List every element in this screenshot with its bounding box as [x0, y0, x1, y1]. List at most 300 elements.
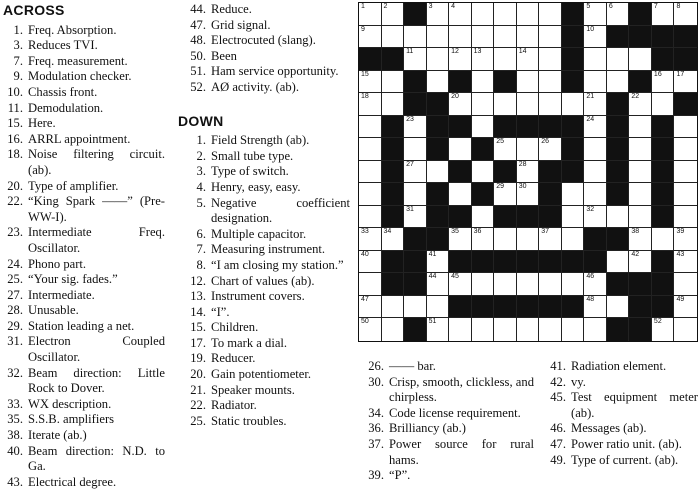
down-clue-list	[178, 133, 350, 429]
grid-square[interactable]	[539, 273, 562, 296]
grid-square[interactable]	[449, 93, 472, 116]
black-square	[449, 71, 472, 94]
grid-square[interactable]	[449, 228, 472, 251]
grid-square[interactable]	[382, 26, 405, 49]
grid-square[interactable]	[517, 3, 540, 26]
black-square	[562, 161, 585, 184]
black-square	[427, 93, 450, 116]
grid-square[interactable]	[629, 228, 652, 251]
black-square	[584, 251, 607, 274]
black-square	[652, 251, 675, 274]
grid-square[interactable]	[629, 206, 652, 229]
square-number: 42	[631, 250, 640, 258]
clue-text: —— bar.	[389, 359, 436, 373]
clue-number: 36.	[368, 421, 384, 436]
black-square	[382, 273, 405, 296]
clue-text: Radiator.	[211, 398, 257, 413]
grid-square[interactable]	[427, 251, 450, 274]
square-number: 25	[496, 138, 504, 146]
grid-square[interactable]	[607, 3, 630, 26]
grid-square[interactable]	[517, 228, 540, 251]
grid-square[interactable]	[494, 138, 517, 161]
square-number: 10	[586, 25, 595, 33]
clue-text: Power ratio unit. (ab).	[571, 436, 682, 451]
grid-square[interactable]	[652, 93, 675, 116]
grid-square[interactable]	[629, 138, 652, 161]
grid-square[interactable]	[404, 183, 427, 206]
grid-square[interactable]	[674, 3, 697, 26]
clue-item	[178, 80, 350, 96]
grid-square[interactable]	[449, 26, 472, 49]
grid-square[interactable]	[584, 206, 607, 229]
grid-square[interactable]	[539, 93, 562, 116]
clue-text: Demodulation.	[28, 100, 104, 115]
clue-number: 7.	[196, 242, 206, 257]
clue-number: 9.	[13, 69, 23, 84]
grid-square[interactable]	[427, 48, 450, 71]
black-square	[562, 26, 585, 49]
black-square	[517, 251, 540, 274]
clue-item	[3, 319, 165, 335]
grid-square[interactable]	[674, 296, 697, 319]
black-square	[607, 183, 630, 206]
clue-item	[178, 414, 350, 430]
clue-number: 25.	[190, 413, 206, 428]
grid-square[interactable]	[674, 318, 697, 341]
square-number: 20	[451, 93, 459, 101]
grid-square[interactable]	[359, 273, 382, 296]
clue-item	[3, 412, 165, 428]
grid-square[interactable]	[404, 26, 427, 49]
clue-text: Reduces TVI.	[28, 38, 98, 53]
grid-square[interactable]	[584, 138, 607, 161]
clue-text: Chart of values (ab).	[211, 273, 315, 288]
grid-square[interactable]	[472, 273, 495, 296]
clue-text: vy.	[571, 374, 586, 389]
grid-square[interactable]	[359, 71, 382, 94]
grid-square[interactable]	[562, 93, 585, 116]
black-square	[607, 116, 630, 139]
clue-item	[178, 164, 350, 180]
clue-number: 6.	[196, 226, 206, 241]
grid-square[interactable]	[584, 93, 607, 116]
grid-square[interactable]	[472, 48, 495, 71]
black-square	[607, 93, 630, 116]
grid-square[interactable]	[629, 116, 652, 139]
grid-square[interactable]	[359, 116, 382, 139]
clue-number: 38.	[7, 428, 23, 443]
grid-square[interactable]	[472, 318, 495, 341]
clue-number: 51.	[190, 64, 206, 79]
grid-square[interactable]	[404, 206, 427, 229]
clue-number: 20.	[190, 367, 206, 382]
clue-number: 42.	[550, 374, 566, 389]
clue-text: Speaker mounts.	[211, 382, 295, 397]
clue-text: Noise filtering circuit. (ab).	[28, 147, 165, 177]
clue-text: “I”.	[211, 304, 230, 319]
square-number: 35	[451, 228, 459, 236]
clue-item	[178, 2, 350, 18]
clue-number: 24.	[7, 256, 23, 271]
square-number: 21	[586, 93, 595, 101]
clue-number: 16.	[7, 131, 23, 146]
square-number: 8	[676, 3, 681, 10]
black-square	[382, 206, 405, 229]
grid-square[interactable]	[607, 48, 630, 71]
grid-square[interactable]	[674, 138, 697, 161]
clue-item	[178, 227, 350, 243]
square-number: 6	[608, 3, 613, 10]
clue-item	[178, 49, 350, 65]
grid-square[interactable]	[674, 273, 697, 296]
grid-square[interactable]	[674, 251, 697, 274]
clue-number: 50.	[190, 48, 206, 63]
square-number: 24	[586, 115, 595, 123]
clue-text: Type of current. (ab).	[571, 452, 679, 467]
grid-square[interactable]	[562, 318, 585, 341]
clue-number: 21.	[190, 382, 206, 397]
clue-number: 8.	[196, 257, 206, 272]
clue-number: 48.	[190, 33, 206, 48]
black-square	[427, 183, 450, 206]
grid-square[interactable]	[584, 71, 607, 94]
black-square	[652, 26, 675, 49]
grid-square[interactable]	[382, 3, 405, 26]
grid-square[interactable]	[404, 161, 427, 184]
grid-square[interactable]	[517, 318, 540, 341]
grid-square[interactable]	[562, 273, 585, 296]
grid-square[interactable]	[517, 26, 540, 49]
clue-item	[3, 147, 165, 178]
black-square	[629, 296, 652, 319]
black-square	[359, 48, 382, 71]
grid-square[interactable]	[584, 161, 607, 184]
black-square	[449, 116, 472, 139]
clue-item	[3, 288, 165, 304]
clue-text: Unusable.	[28, 303, 79, 318]
grid-square[interactable]	[629, 48, 652, 71]
grid-square[interactable]	[539, 318, 562, 341]
black-square	[472, 251, 495, 274]
square-number: 18	[361, 93, 369, 101]
black-square	[449, 296, 472, 319]
black-square	[562, 296, 585, 319]
clue-item	[540, 437, 698, 453]
clue-item	[3, 475, 165, 491]
grid-square[interactable]	[584, 318, 607, 341]
black-square	[652, 161, 675, 184]
clue-number: 18.	[7, 147, 23, 162]
black-square	[382, 161, 405, 184]
grid-square[interactable]	[652, 3, 675, 26]
grid-square[interactable]	[427, 71, 450, 94]
clue-number: 27.	[7, 287, 23, 302]
grid-square[interactable]	[674, 116, 697, 139]
clue-text: AØ activity. (ab).	[211, 79, 300, 94]
black-square	[404, 318, 427, 341]
clue-number: 15.	[7, 116, 23, 131]
clue-text: ARRL appointment.	[28, 131, 131, 146]
black-square	[494, 296, 517, 319]
grid-square[interactable]	[472, 93, 495, 116]
grid-square[interactable]	[539, 228, 562, 251]
grid-square[interactable]	[494, 273, 517, 296]
black-square	[427, 228, 450, 251]
clue-item	[3, 397, 165, 413]
clue-item	[178, 336, 350, 352]
grid-square[interactable]	[404, 48, 427, 71]
black-square	[539, 183, 562, 206]
grid-square[interactable]	[472, 116, 495, 139]
grid-square[interactable]	[472, 26, 495, 49]
grid-square[interactable]	[494, 228, 517, 251]
grid-square[interactable]	[494, 318, 517, 341]
clue-item	[178, 367, 350, 383]
grid-square[interactable]	[427, 296, 450, 319]
grid-square[interactable]	[607, 251, 630, 274]
grid-square[interactable]	[494, 93, 517, 116]
square-number: 2	[383, 3, 388, 10]
grid-square[interactable]	[359, 206, 382, 229]
clue-item	[3, 194, 165, 225]
grid-square[interactable]	[404, 296, 427, 319]
square-number: 30	[518, 183, 527, 191]
grid-square[interactable]	[584, 296, 607, 319]
grid-square[interactable]	[449, 273, 472, 296]
square-number: 13	[473, 48, 482, 56]
clue-item	[3, 132, 165, 148]
grid-square[interactable]	[472, 71, 495, 94]
grid-square[interactable]	[607, 206, 630, 229]
down-column-3	[358, 359, 534, 484]
grid-square[interactable]	[359, 161, 382, 184]
grid-square[interactable]	[607, 296, 630, 319]
grid-square[interactable]	[449, 3, 472, 26]
grid-square[interactable]	[562, 206, 585, 229]
clue-item	[3, 428, 165, 444]
grid-square[interactable]	[539, 138, 562, 161]
clue-item	[178, 196, 350, 227]
clue-text: S.S.B. amplifiers	[28, 412, 115, 427]
black-square	[607, 138, 630, 161]
square-number: 22	[631, 93, 640, 101]
grid-square[interactable]	[494, 3, 517, 26]
grid-square[interactable]	[359, 93, 382, 116]
grid-square[interactable]	[404, 138, 427, 161]
grid-square[interactable]	[427, 318, 450, 341]
grid-square[interactable]	[382, 71, 405, 94]
grid-square[interactable]	[359, 228, 382, 251]
grid-square[interactable]	[517, 48, 540, 71]
grid-square[interactable]	[472, 3, 495, 26]
clue-item	[3, 23, 165, 39]
black-square	[629, 318, 652, 341]
clue-item	[358, 375, 534, 406]
clue-item	[3, 69, 165, 85]
square-number: 12	[451, 48, 459, 56]
grid-square[interactable]	[674, 228, 697, 251]
grid-square[interactable]	[652, 228, 675, 251]
grid-square[interactable]	[584, 48, 607, 71]
grid-square[interactable]	[517, 138, 540, 161]
clue-number: 15.	[190, 320, 206, 335]
grid-square[interactable]	[517, 273, 540, 296]
clue-number: 37.	[368, 436, 384, 451]
grid-square[interactable]	[359, 26, 382, 49]
black-square	[382, 138, 405, 161]
clue-number: 22.	[7, 194, 23, 209]
clue-number: 5.	[196, 195, 206, 210]
clue-text: Intermediate.	[28, 287, 95, 302]
square-number: 14	[518, 48, 527, 56]
black-square	[674, 93, 697, 116]
grid-square[interactable]	[472, 228, 495, 251]
grid-square[interactable]	[427, 161, 450, 184]
grid-square[interactable]	[449, 138, 472, 161]
grid-square[interactable]	[472, 206, 495, 229]
grid-square[interactable]	[584, 273, 607, 296]
grid-square[interactable]	[584, 26, 607, 49]
grid-square[interactable]	[584, 116, 607, 139]
clue-number: 32.	[7, 365, 23, 380]
clue-item	[3, 444, 165, 475]
grid-square[interactable]	[427, 3, 450, 26]
grid-square[interactable]	[652, 318, 675, 341]
grid-square[interactable]	[449, 48, 472, 71]
grid-square[interactable]	[652, 71, 675, 94]
grid-square[interactable]	[584, 3, 607, 26]
grid-square[interactable]	[629, 183, 652, 206]
black-square	[382, 183, 405, 206]
clue-number: 22.	[190, 398, 206, 413]
grid-square[interactable]	[674, 206, 697, 229]
grid-square[interactable]	[359, 251, 382, 274]
grid-square[interactable]	[449, 318, 472, 341]
grid-square[interactable]	[404, 116, 427, 139]
clue-number: 25.	[7, 272, 23, 287]
clue-number: 20.	[7, 178, 23, 193]
grid-square[interactable]	[359, 318, 382, 341]
grid-square[interactable]	[539, 48, 562, 71]
clue-number: 29.	[7, 318, 23, 333]
clue-item	[3, 303, 165, 319]
black-square	[607, 26, 630, 49]
black-square	[494, 116, 517, 139]
clue-item	[3, 334, 165, 365]
black-square	[472, 138, 495, 161]
clue-text: Been	[211, 48, 237, 63]
grid-square[interactable]	[472, 161, 495, 184]
grid-square[interactable]	[674, 161, 697, 184]
black-square	[629, 273, 652, 296]
black-square	[539, 116, 562, 139]
clue-text: Here.	[28, 116, 56, 131]
grid-square[interactable]	[539, 26, 562, 49]
clue-item	[178, 351, 350, 367]
square-number: 51	[428, 318, 437, 326]
black-square	[539, 206, 562, 229]
grid-square[interactable]	[494, 26, 517, 49]
grid-square[interactable]	[674, 183, 697, 206]
grid-square[interactable]	[427, 26, 450, 49]
grid-square[interactable]	[359, 138, 382, 161]
grid-square[interactable]	[359, 183, 382, 206]
square-number: 28	[518, 160, 527, 168]
square-number: 15	[361, 70, 369, 78]
clue-text: Type of amplifier.	[28, 178, 119, 193]
grid-square[interactable]	[562, 228, 585, 251]
grid-square[interactable]	[517, 71, 540, 94]
clue-text: Type of switch.	[211, 164, 289, 179]
grid-square[interactable]	[629, 161, 652, 184]
grid-square[interactable]	[382, 318, 405, 341]
grid-square[interactable]	[539, 71, 562, 94]
square-number: 48	[586, 295, 595, 303]
grid-square[interactable]	[449, 183, 472, 206]
grid-square[interactable]	[359, 296, 382, 319]
grid-square[interactable]	[382, 296, 405, 319]
clue-item	[358, 468, 534, 484]
clue-number: 4.	[196, 179, 206, 194]
down-clue-list-continued	[358, 359, 534, 484]
square-number: 29	[496, 183, 504, 191]
grid-square[interactable]	[584, 183, 607, 206]
black-square	[517, 296, 540, 319]
clue-text: Station leading a net.	[28, 318, 135, 333]
clue-text: Iterate (ab.)	[28, 428, 87, 443]
grid-square[interactable]	[427, 273, 450, 296]
grid-square[interactable]	[382, 228, 405, 251]
clue-number: 10.	[7, 84, 23, 99]
clue-number: 46.	[550, 421, 566, 436]
square-number: 34	[383, 228, 392, 236]
square-number: 49	[676, 295, 685, 303]
clue-text: Static troubles.	[211, 413, 287, 428]
square-number: 44	[428, 273, 437, 281]
grid-square[interactable]	[607, 71, 630, 94]
black-square	[674, 48, 697, 71]
clue-item	[178, 180, 350, 196]
grid-square[interactable]	[629, 251, 652, 274]
black-square	[404, 228, 427, 251]
grid-square[interactable]	[629, 93, 652, 116]
black-square	[607, 273, 630, 296]
grid-square[interactable]	[382, 93, 405, 116]
black-square	[494, 251, 517, 274]
clue-item	[178, 289, 350, 305]
clue-item	[178, 33, 350, 49]
clue-item	[178, 258, 350, 274]
grid-square[interactable]	[539, 3, 562, 26]
clue-text: Grid signal.	[211, 17, 271, 32]
grid-square[interactable]	[562, 183, 585, 206]
grid-square[interactable]	[674, 71, 697, 94]
grid-square[interactable]	[517, 183, 540, 206]
clue-text: Power source for rural hams.	[389, 436, 534, 467]
grid-square[interactable]	[517, 93, 540, 116]
grid-square[interactable]	[494, 48, 517, 71]
grid-square[interactable]	[494, 183, 517, 206]
clue-item	[3, 85, 165, 101]
black-square	[629, 26, 652, 49]
clue-text: Chassis front.	[28, 84, 98, 99]
clue-text: “Your sig. fades.”	[28, 272, 118, 287]
clue-item	[178, 320, 350, 336]
clue-number: 26.	[368, 359, 384, 373]
grid-square[interactable]	[359, 3, 382, 26]
grid-square[interactable]	[517, 161, 540, 184]
clue-item	[3, 54, 165, 70]
